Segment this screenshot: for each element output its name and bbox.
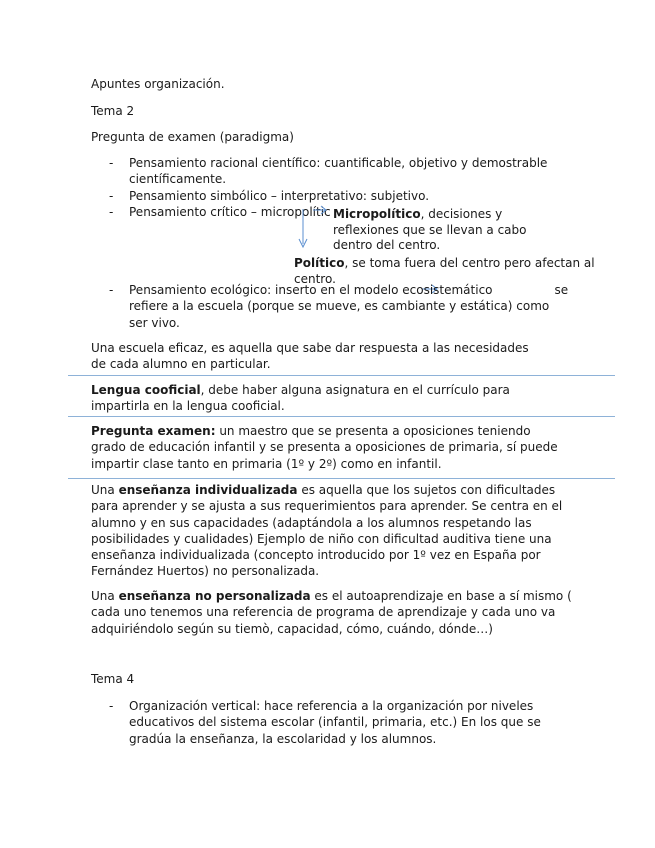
individualizada-paragraph: [91, 482, 565, 580]
ecologico-line-2: refiere a la escuela (porque se mueve, es cambiante y estática) como: [129, 299, 550, 314]
micropolitico-text: , decisiones y reflexiones que se llevan a cabo dentro del centro.: [333, 207, 527, 252]
lengua-cooficial-text: , debe haber alguna asignatura en el currículo para impartirla en la lengua cooficial.: [91, 383, 510, 414]
bullet-dash: -: [109, 189, 114, 203]
ecologico-line-1: Pensamiento ecológico: inserto en el modelo ecosistemático: [129, 283, 493, 297]
micropolitico-textbox: [333, 207, 543, 252]
individualizada-text: es aquella que los sujetos con dificultades para aprender y se ajusta a sus requerimientos para aprender. Se centra en el alumno y en sus capacidades (adaptándola a los alumnos respetando las posibilidades y cualidades) Ejemplo de niño con dificultad auditiva tiene una enseñanza individualizada (concepto introducido por 1º vez en España por Fernández Huertos) no personalizada.: [91, 483, 563, 579]
politico-textbox: [294, 256, 604, 286]
list-item-organizacion-vertical: Organización vertical: hace referencia a la organización por niveles educativos del sistema escolar (infantil, primaria, etc.) En los que se gradúa la enseñanza, la escolaridad y los alumnos.: [129, 699, 541, 746]
horizontal-rule: [68, 478, 615, 479]
horizontal-rule: [68, 375, 615, 376]
pregunta-examen-paragraph: [91, 423, 569, 472]
list-item-racional: Pensamiento racional científico: cuantificable, objetivo y demostrable científicamente.: [129, 156, 548, 187]
exam-question-paradigma: Pregunta de examen (paradigma): [91, 130, 294, 144]
no-personalizada-paragraph: [91, 588, 573, 637]
ecologico-line-1-end: se: [554, 283, 569, 297]
politico-label: Político: [294, 256, 345, 270]
no-personalizada-pre: Una: [91, 589, 119, 603]
ecologico-line-3: ser vivo.: [129, 315, 180, 330]
tema2-heading: Tema 2: [91, 104, 135, 118]
lengua-cooficial-paragraph: [91, 382, 511, 415]
pregunta-examen-text: un maestro que se presenta a oposiciones teniendo grado de educación infantil y se presenta a oposiciones de primaria, sí puede impartir clase tanto en primaria (1º y 2º) como en infantil.: [91, 424, 558, 471]
individualizada-pre: Una: [91, 483, 119, 497]
tema4-heading: Tema 4: [91, 672, 135, 686]
horizontal-rule: [68, 416, 615, 417]
no-personalizada-label: enseñanza no personalizada: [118, 589, 311, 603]
politico-text: , se toma fuera del centro pero afectan al centro.: [294, 256, 595, 286]
list-item-critico: Pensamiento crítico – micropolític: [129, 205, 331, 219]
bullet-dash: -: [109, 205, 114, 219]
no-personalizada-text: es el autoaprendizaje en base a sí mismo ( cada uno tenemos una referencia de programa de aprendizaje y cada uno va adquiriéndolo según su tiemò, capacidad, cómo, cuándo, dónde…): [91, 589, 572, 636]
bullet-dash: -: [109, 156, 114, 170]
individualizada-label: enseñanza individualizada: [118, 483, 298, 497]
lengua-cooficial-label: Lengua cooficial: [91, 383, 201, 397]
list-item-ecologico: [129, 282, 589, 331]
list-item-simbolico: Pensamiento simbólico – interpretativo: subjetivo.: [129, 189, 430, 203]
pregunta-examen-label: Pregunta examen:: [91, 424, 216, 438]
bullet-dash: -: [109, 283, 114, 297]
escuela-eficaz-paragraph: Una escuela eficaz, es aquella que sabe dar respuesta a las necesidades de cada alumno en particular.: [91, 341, 529, 372]
arrow-down-head: [299, 239, 307, 247]
bullet-dash: -: [109, 699, 114, 713]
micropolitico-label: Micropolítico: [333, 207, 421, 221]
document-title: Apuntes organización.: [91, 77, 225, 91]
